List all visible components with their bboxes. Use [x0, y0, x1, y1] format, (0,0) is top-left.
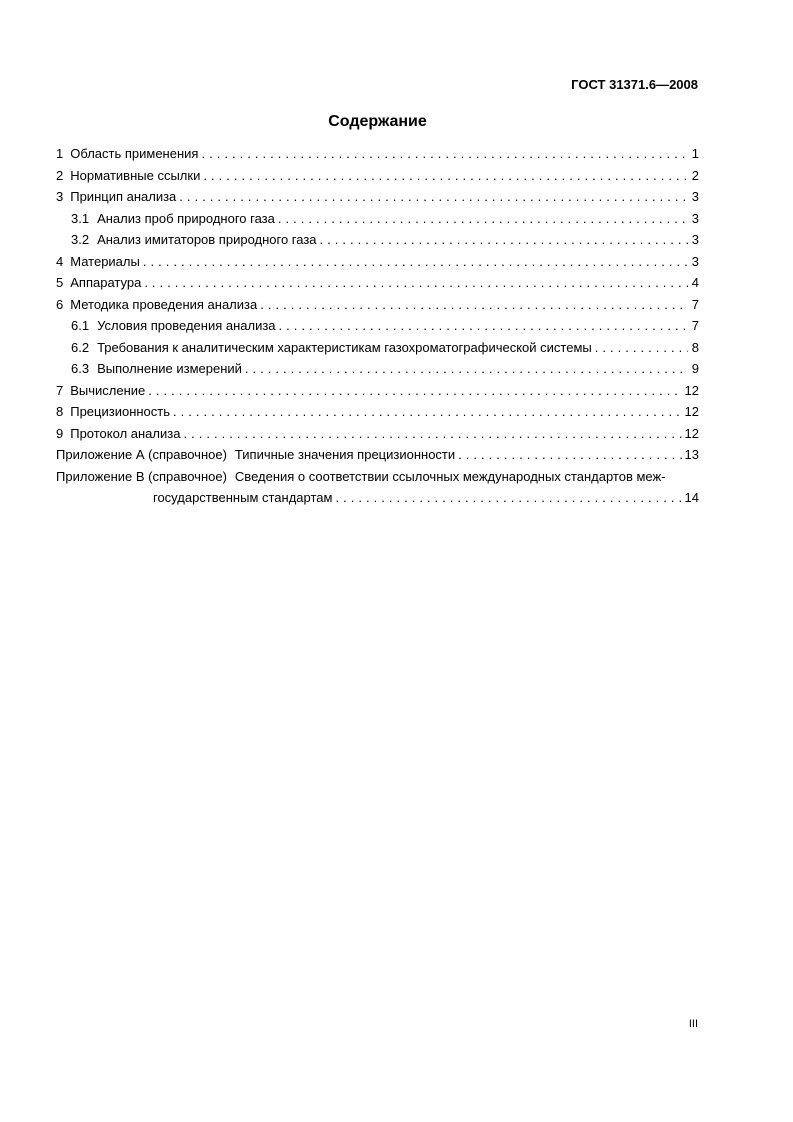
toc-entry-number: 6.3: [71, 361, 90, 376]
toc-subentry[interactable]: [56, 358, 699, 380]
document-standard-number: ГОСТ 31371.6—2008: [571, 77, 698, 92]
appendix-label: Приложение А (справочное): [56, 447, 227, 462]
toc-entry-number: 1: [56, 146, 64, 161]
toc-entry[interactable]: [56, 401, 699, 423]
toc-entry-label: Прецизионность: [70, 404, 171, 419]
toc-entry-label: Условия проведения анализа: [97, 318, 276, 333]
toc-leader-dots: [144, 272, 688, 294]
toc-subentry[interactable]: [56, 315, 699, 337]
toc-entry-page: 13: [684, 447, 699, 462]
page-number: III: [688, 1018, 698, 1030]
toc-entry[interactable]: [56, 380, 699, 402]
toc-entry-label: Нормативные ссылки: [70, 167, 201, 183]
toc-entry-label: Аппаратура: [70, 275, 142, 290]
toc-leader-dots: [458, 444, 681, 466]
toc-entry-label: Требования к аналитическим характеристикам газохроматографической системы: [97, 339, 592, 355]
appendix-label: Приложение В (справочное): [56, 468, 227, 484]
toc-subentry[interactable]: [56, 229, 699, 251]
toc-entry-page: 7: [691, 296, 699, 312]
toc-entry-page: 3: [691, 210, 699, 226]
toc-leader-dots: [179, 186, 688, 208]
appendix-title: Типичные значения прецизионности: [234, 447, 456, 462]
toc-leader-dots: [278, 208, 688, 230]
toc-entry[interactable]: [56, 165, 699, 187]
toc-leader-dots: [173, 401, 682, 423]
toc-entry-page: 1: [691, 146, 699, 161]
toc-entry-number: 3.1: [71, 210, 90, 226]
toc-entry-number: 3.2: [71, 232, 90, 247]
toc-entry-number: 6.2: [71, 339, 90, 355]
toc-entry-number: 5: [56, 275, 64, 290]
toc-appendix-entry[interactable]: [56, 444, 699, 466]
toc-entry-number: 3: [56, 189, 64, 204]
toc-leader-dots: [320, 229, 688, 251]
toc-entry-number: 2: [56, 167, 64, 183]
toc-entry-number: 9: [56, 425, 64, 441]
toc-entry-label: Методика проведения анализа: [70, 296, 258, 312]
toc-leader-dots: [260, 294, 688, 316]
toc-leader-dots: [148, 380, 681, 402]
toc-leader-dots: [203, 165, 688, 187]
appendix-title-line1: Сведения о соответствии ссылочных международных стандартов меж-: [234, 468, 666, 484]
toc-entry-label: Анализ имитаторов природного газа: [97, 232, 317, 247]
toc-leader-dots: [279, 315, 688, 337]
toc-leader-dots: [335, 487, 681, 509]
toc-subentry[interactable]: [56, 208, 699, 230]
toc-entry-page: 12: [684, 382, 699, 398]
toc-entry[interactable]: [56, 251, 699, 273]
table-of-contents: [56, 143, 699, 509]
toc-entry-label: Протокол анализа: [70, 425, 181, 441]
toc-entry-page: 4: [691, 275, 699, 290]
toc-entry-page: 7: [691, 318, 699, 333]
toc-entry-label: Область применения: [70, 146, 199, 161]
toc-entry-page: 3: [691, 253, 699, 269]
toc-entry-label: Материалы: [70, 253, 140, 269]
toc-entry-page: 12: [684, 425, 699, 441]
toc-entry[interactable]: [56, 294, 699, 316]
toc-entry-page: 8: [691, 339, 699, 355]
toc-entry-page: 2: [691, 167, 699, 183]
toc-entry-label: Принцип анализа: [70, 189, 177, 204]
toc-entry-page: 14: [684, 490, 699, 505]
toc-leader-dots: [201, 143, 688, 165]
toc-entry-page: 12: [684, 404, 699, 419]
toc-leader-dots: [245, 358, 688, 380]
toc-leader-dots: [183, 423, 681, 445]
toc-entry-page: 3: [691, 189, 699, 204]
toc-entry-page: 9: [691, 361, 699, 376]
toc-entry[interactable]: [56, 143, 699, 165]
toc-entry-number: 8: [56, 404, 64, 419]
toc-entry-page: 3: [691, 232, 699, 247]
toc-entry-number: 4: [56, 253, 64, 269]
toc-subentry[interactable]: [56, 337, 699, 359]
toc-leader-dots: [143, 251, 688, 273]
toc-entry[interactable]: [56, 423, 699, 445]
toc-entry-label: Вычисление: [70, 382, 146, 398]
appendix-title-line2: государственным стандартам: [153, 490, 333, 505]
toc-entry[interactable]: [56, 272, 699, 294]
contents-title: Содержание: [328, 113, 427, 130]
toc-entry-label: Выполнение измерений: [97, 361, 242, 376]
toc-entry-label: Анализ проб природного газа: [97, 210, 275, 226]
toc-leader-dots: [595, 337, 688, 359]
toc-entry-number: 7: [56, 382, 64, 398]
toc-appendix-entry[interactable]: [56, 466, 699, 488]
toc-entry-number: 6: [56, 296, 64, 312]
toc-entry-number: 6.1: [71, 318, 90, 333]
toc-entry[interactable]: [56, 186, 699, 208]
toc-appendix-continuation[interactable]: [56, 487, 699, 509]
